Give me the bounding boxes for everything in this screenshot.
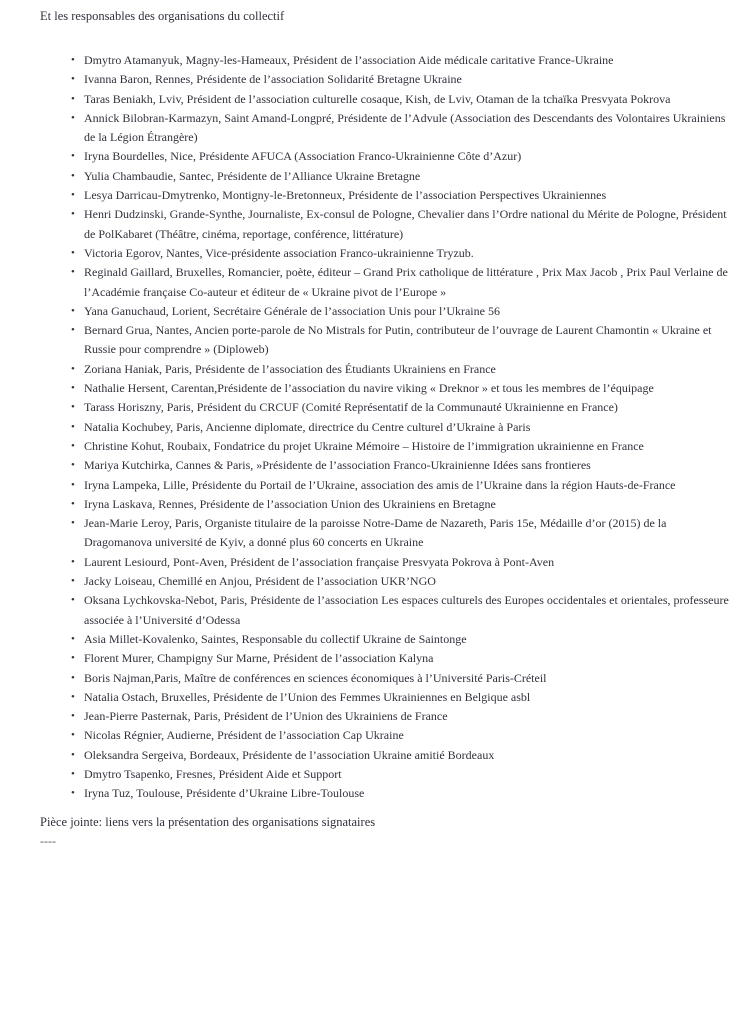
list-item: • Iryna Laskava, Rennes, Présidente de l’association Union des Ukrainiens en Bretagne <box>84 495 737 514</box>
list-item: • Henri Dudzinski, Grande-Synthe, Journaliste, Ex-consul de Pologne, Chevalier dans l’Ordre national du Mérite de Pologne, Président de PolKabaret (Théâtre, cinéma, reportage, conférence, littérature) <box>84 205 737 244</box>
list-item: • Mariya Kutchirka, Cannes & Paris, »Présidente de l’association Franco-Ukrainienne Idées sans frontieres <box>84 456 737 475</box>
list-item: • Boris Najman,Paris, Maître de conférences en sciences économiques à l’Université Paris-Créteil <box>84 669 737 688</box>
list-item: • Bernard Grua, Nantes, Ancien porte-parole de No Mistrals for Putin, contributeur de l’ouvrage de Laurent Chamontin « Ukraine et Russie pour comprendre » (Diploweb) <box>84 321 737 360</box>
attachment-note: Pièce jointe: liens vers la présentation des organisations signataires <box>40 814 376 829</box>
list-item: • Zoriana Haniak, Paris, Présidente de l’association des Étudiants Ukrainiens en France <box>84 360 737 379</box>
list-item: • Christine Kohut, Roubaix, Fondatrice du projet Ukraine Mémoire – Histoire de l’immigration ukrainienne en France <box>84 437 737 456</box>
list-item: • Iryna Lampeka, Lille, Présidente du Portail de l’Ukraine, association des amis de l’Ukraine dans la région Hauts-de-France <box>84 476 737 495</box>
list-item: • Jacky Loiseau, Chemillé en Anjou, Président de l’association UKR’NGO <box>84 572 737 591</box>
list-item: • Natalia Kochubey, Paris, Ancienne diplomate, directrice du Centre culturel d’Ukraine à Paris <box>84 418 737 437</box>
page-title: Et les responsables des organisations du collectif <box>40 9 285 23</box>
list-item: • Natalia Ostach, Bruxelles, Présidente de l’Union des Femmes Ukrainiennes en Belgique asbl <box>84 688 737 707</box>
list-item: • Victoria Egorov, Nantes, Vice-présidente association Franco-ukrainienne Tryzub. <box>84 244 737 263</box>
responsables-list <box>40 51 737 804</box>
list-item: • Reginald Gaillard, Bruxelles, Romancier, poète, éditeur – Grand Prix catholique de littérature , Prix Max Jacob , Prix Paul Verlaine de l’Académie française Co-auteur et éditeur de « Ukraine pivot de l’Europe » <box>84 263 737 302</box>
list-item: • Oksana Lychkovska-Nebot, Paris, Présidente de l’association Les espaces culturels des Europes occidentales et orientales, professeure associée à l’Université d’Odessa <box>84 591 737 630</box>
list-item: • Tarass Horiszny, Paris, Président du CRCUF (Comité Représentatif de la Communauté Ukrainienne en France) <box>84 398 737 417</box>
list-item: • Taras Beniakh, Lviv, Président de l’association culturelle cosaque, Kish, de Lviv, Otaman de la tchaïka Presvyata Pokrova <box>84 90 737 109</box>
list-item: • Nathalie Hersent, Carentan,Présidente de l’association du navire viking « Dreknor » et tous les membres de l’équipage <box>84 379 737 398</box>
list-item: • Iryna Bourdelles, Nice, Présidente AFUCA (Association Franco-Ukrainienne Côte d’Azur) <box>84 147 737 166</box>
list-item: • Dmytro Tsapenko, Fresnes, Président Aide et Support <box>84 765 737 784</box>
list-item: • Jean-Marie Leroy, Paris, Organiste titulaire de la paroisse Notre-Dame de Nazareth, Paris 15e, Médaille d’or (2015) de la Dragomanova université de Kyiv, a donné plus 60 concerts en Ukraine <box>84 514 737 553</box>
list-item: • Nicolas Régnier, Audierne, Président de l’association Cap Ukraine <box>84 726 737 745</box>
list-item: • Annick Bilobran-Karmazyn, Saint Amand-Longpré, Présidente de l’Advule (Association des Descendants des Volontaires Ukrainiens de la Légion Étrangère) <box>84 109 737 148</box>
list-item: • Ivanna Baron, Rennes, Présidente de l’association Solidarité Bretagne Ukraine <box>84 70 737 89</box>
separator-dashes: ---- <box>40 833 56 848</box>
list-item: • Florent Murer, Champigny Sur Marne, Président de l’association Kalyna <box>84 649 737 668</box>
list-item: • Yulia Chambaudie, Santec, Présidente de l’Alliance Ukraine Bretagne <box>84 167 737 186</box>
list-item: • Laurent Lesiourd, Pont-Aven, Président de l’association française Presvyata Pokrova à Pont-Aven <box>84 553 737 572</box>
list-item: • Asia Millet-Kovalenko, Saintes, Responsable du collectif Ukraine de Saintonge <box>84 630 737 649</box>
list-item: • Oleksandra Sergeiva, Bordeaux, Présidente de l’association Ukraine amitié Bordeaux <box>84 746 737 765</box>
list-item: • Yana Ganuchaud, Lorient, Secrétaire Générale de l’association Unis pour l’Ukraine 56 <box>84 302 737 321</box>
list-item: • Iryna Tuz, Toulouse, Présidente d’Ukraine Libre-Toulouse <box>84 784 737 803</box>
list-item: • Dmytro Atamanyuk, Magny-les-Hameaux, Président de l’association Aide médicale caritative France-Ukraine <box>84 51 737 70</box>
list-item: • Lesya Darricau-Dmytrenko, Montigny-le-Bretonneux, Présidente de l’association Perspectives Ukrainiennes <box>84 186 737 205</box>
list-item: • Jean-Pierre Pasternak, Paris, Président de l’Union des Ukrainiens de France <box>84 707 737 726</box>
